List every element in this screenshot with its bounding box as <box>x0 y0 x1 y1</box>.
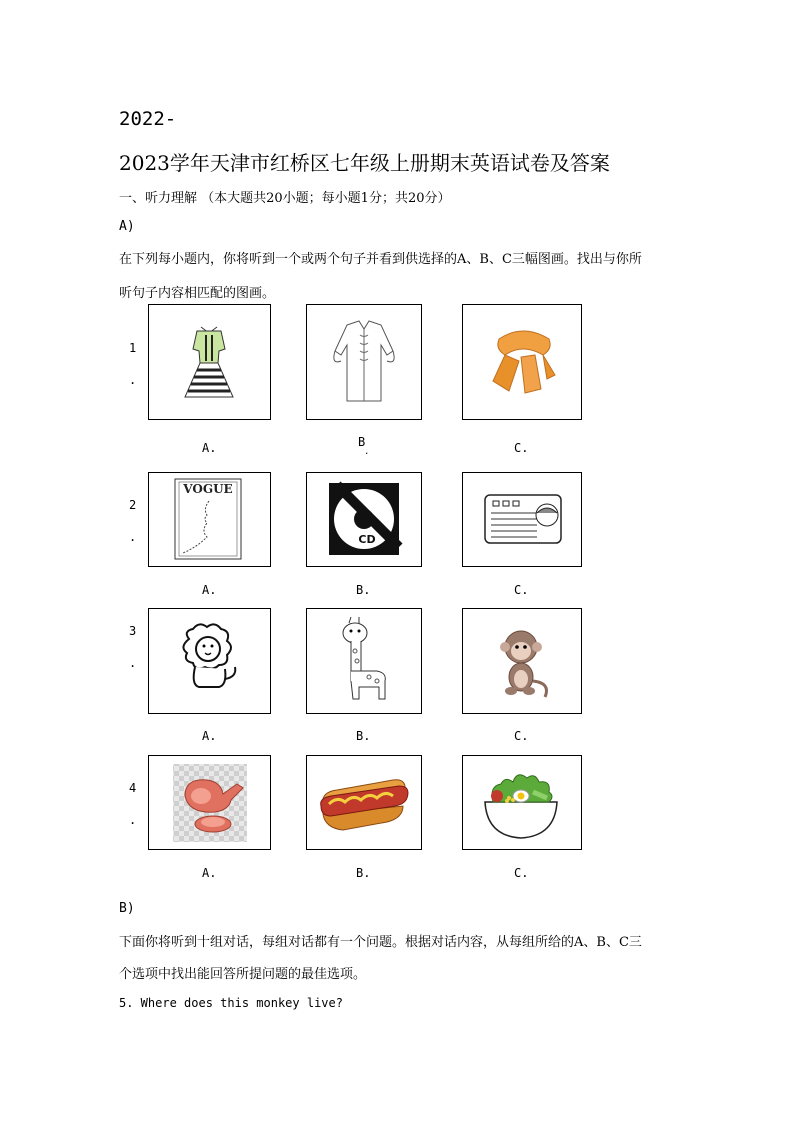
option-picture[interactable] <box>148 755 271 850</box>
option-label: B. <box>356 729 371 743</box>
part-b-instruction-line-2: 个选项中找出能回答所提问题的最佳选项。 <box>119 967 367 982</box>
option-picture[interactable] <box>462 304 582 420</box>
monkey-icon <box>463 609 581 713</box>
magazine-title: VOGUE <box>183 482 233 496</box>
option-picture[interactable] <box>462 608 582 714</box>
option-picture[interactable] <box>148 304 271 420</box>
question-number-dot: . <box>129 530 137 544</box>
question-number: 4 <box>129 781 137 795</box>
cd-text: CD <box>358 533 376 546</box>
option-picture[interactable] <box>148 472 271 567</box>
option-picture[interactable] <box>462 755 582 850</box>
question-number-dot: . <box>129 656 137 670</box>
cd-icon <box>307 473 421 566</box>
option-label: C. <box>514 729 529 743</box>
id-card-icon <box>463 473 581 566</box>
option-picture[interactable] <box>462 472 582 567</box>
scarf-icon <box>463 305 581 419</box>
magazine-icon <box>149 473 270 566</box>
option-picture[interactable] <box>306 472 422 567</box>
question-5: 5. Where does this monkey live? <box>119 996 343 1010</box>
option-label: C. <box>514 583 529 597</box>
instruction-line-1: 在下列每小题内，你将听到一个或两个句子并看到供选择的A、B、C三幅图画。找出与你所 <box>119 252 642 267</box>
section-heading: 一、听力理解 （本大题共20小题；每小题1分；共20分） <box>119 191 451 206</box>
part-a-label: A) <box>119 219 135 234</box>
question-number-dot: . <box>129 813 137 827</box>
option-label: B. <box>356 866 371 880</box>
option-label: A. <box>202 441 217 455</box>
ham-icon <box>149 756 270 849</box>
title-line-1: 2022- <box>119 108 177 130</box>
option-label: B. <box>356 583 371 597</box>
page-title: 2023学年天津市红桥区七年级上册期末英语试卷及答案 <box>119 151 610 175</box>
question-number: 3 <box>129 624 137 638</box>
part-b-instruction-line-1: 下面你将听到十组对话，每组对话都有一个问题。根据对话内容，从每组所给的A、B、C三 <box>119 935 642 950</box>
lion-icon <box>149 609 270 713</box>
option-picture[interactable] <box>306 608 422 714</box>
option-label: A. <box>202 729 217 743</box>
instruction-line-2: 听句子内容相匹配的图画。 <box>119 286 276 301</box>
option-picture[interactable] <box>306 755 422 850</box>
option-label: C. <box>514 441 529 455</box>
question-number: 1 <box>129 341 137 355</box>
dress-icon <box>149 305 270 419</box>
option-label: C. <box>514 866 529 880</box>
giraffe-icon <box>307 609 421 713</box>
hotdog-icon <box>307 756 421 849</box>
question-number: 2 <box>129 498 137 512</box>
option-label: A. <box>202 866 217 880</box>
question-number-dot: . <box>129 373 137 387</box>
part-b-label: B) <box>119 901 135 916</box>
option-picture[interactable] <box>306 304 422 420</box>
option-label: B <box>358 435 366 449</box>
option-label-dot: . <box>364 447 370 457</box>
option-label: A. <box>202 583 217 597</box>
salad-icon <box>463 756 581 849</box>
shirt-icon <box>307 305 421 419</box>
option-picture[interactable] <box>148 608 271 714</box>
